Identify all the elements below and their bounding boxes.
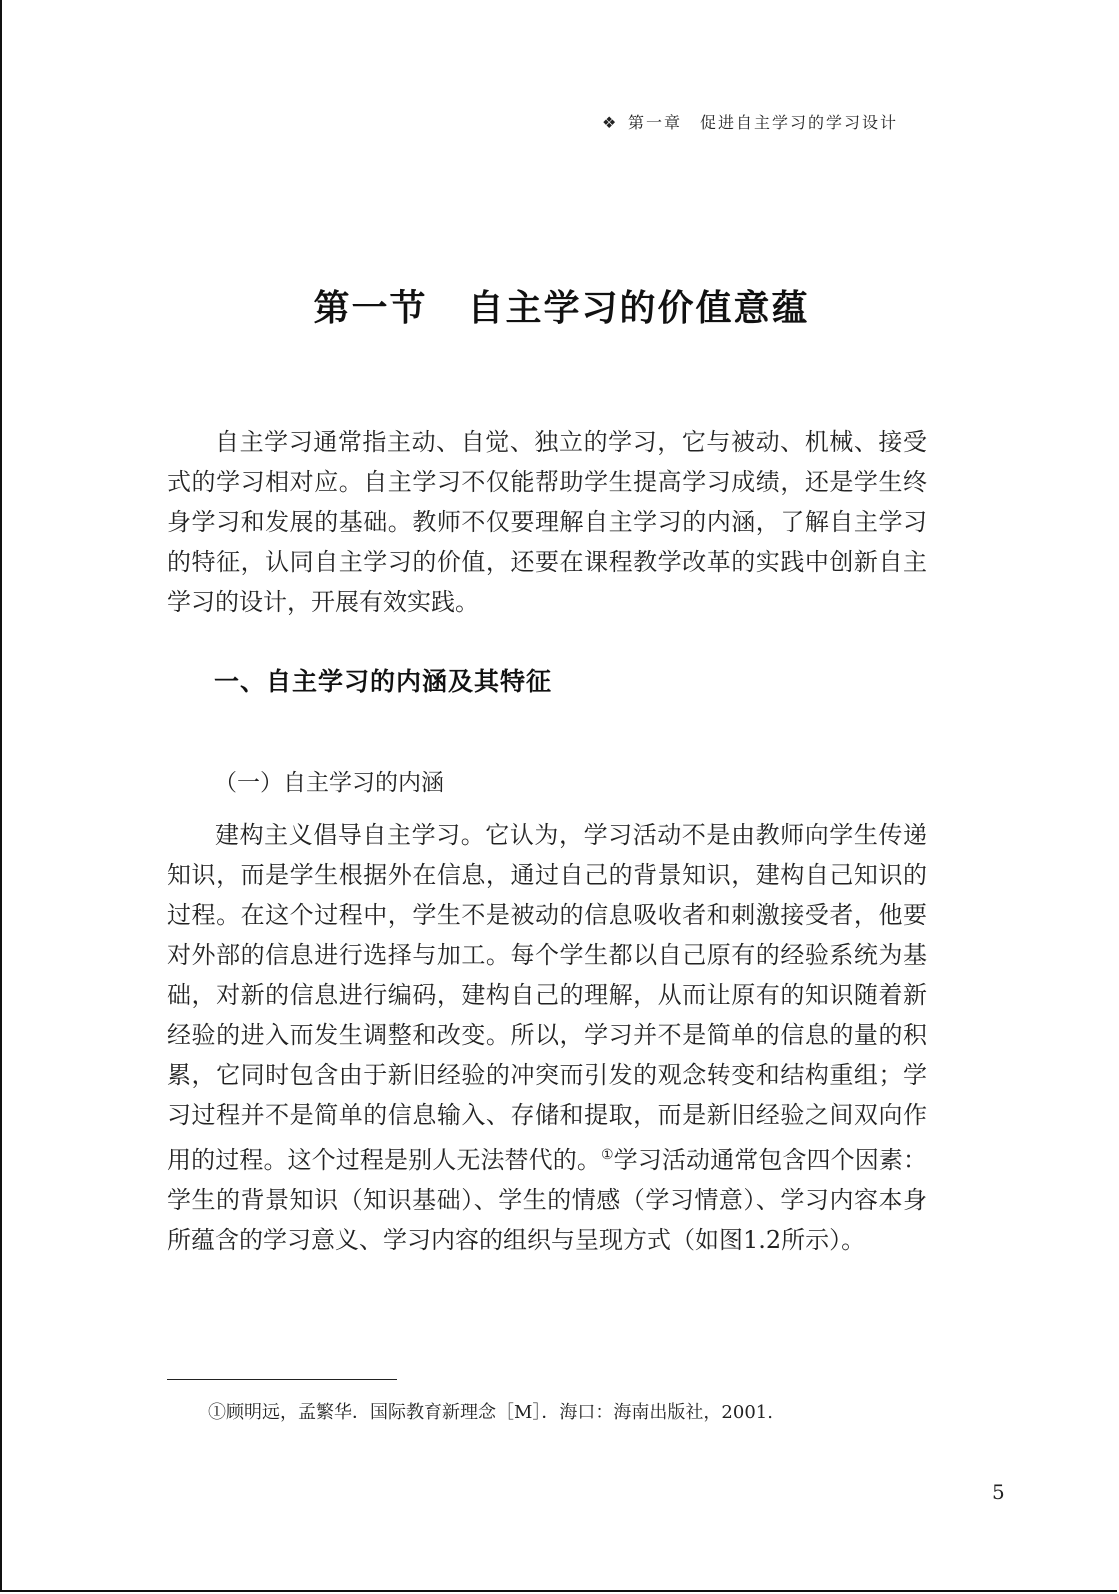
page-number: 5 <box>992 1480 1005 1504</box>
footnote-divider <box>167 1379 397 1380</box>
section-title-text: 自主学习的价值意蕴 <box>467 287 810 329</box>
section-title <box>2 280 1119 331</box>
intro-paragraph: 自主学习通常指主动、自觉、独立的学习，它与被动、机械、接受式的学习相对应。自主学习不仅能帮助学生提高学习成绩，还是学生终身学习和发展的基础。教师不仅要理解自主学习的内涵，了解自主学习的特征，认同自主学习的价值，还要在课程教学改革的实践中创新自主学习的设计，开展有效实践。 <box>167 428 927 616</box>
running-header-text: 第一章 促进自主学习的学习设计 <box>628 113 899 132</box>
footnote: ①顾明远，孟繁华．国际教育新理念［M］．海口：海南出版社，2001. <box>208 1402 773 1423</box>
section-number: 第一节 <box>313 287 428 329</box>
running-header <box>602 110 942 133</box>
heading-level-2: （一）自主学习的内涵 <box>214 770 444 796</box>
heading-level-1: 一、自主学习的内涵及其特征 <box>214 667 553 696</box>
diamond-icon: ❖ <box>602 113 619 132</box>
learning-factors-text: 学习活动通常包含四个因素：学生的背景知识（知识基础）、学生的情感（学习情意）、学习内容本身所蕴含的学习意义、学习内容的组织与呈现方式（如图1.2所示）。 <box>167 1146 928 1254</box>
constructivism-paragraph <box>167 815 927 1260</box>
footnote-marker[interactable]: ① <box>601 1147 614 1163</box>
constructivism-text: 建构主义倡导自主学习。它认为，学习活动不是由教师向学生传递知识，而是学生根据外在信息，通过自己的背景知识，建构自己知识的过程。在这个过程中，学生不是被动的信息吸收者和刺激接受者，他要对外部的信息进行选择与加工。每个学生都以自己原有的经验系统为基础，对新的信息进行编码，建构自己的理解，从而让原有的知识随着新经验的进入而发生调整和改变。所以，学习并不是简单的信息的量的积累，它同时包含由于新旧经验的冲突而引发的观念转变和结构重组；学习过程并不是简单的信息输入、存储和提取，而是新旧经验之间双向作用的过程。这个过程是别人无法替代的。 <box>167 821 927 1174</box>
